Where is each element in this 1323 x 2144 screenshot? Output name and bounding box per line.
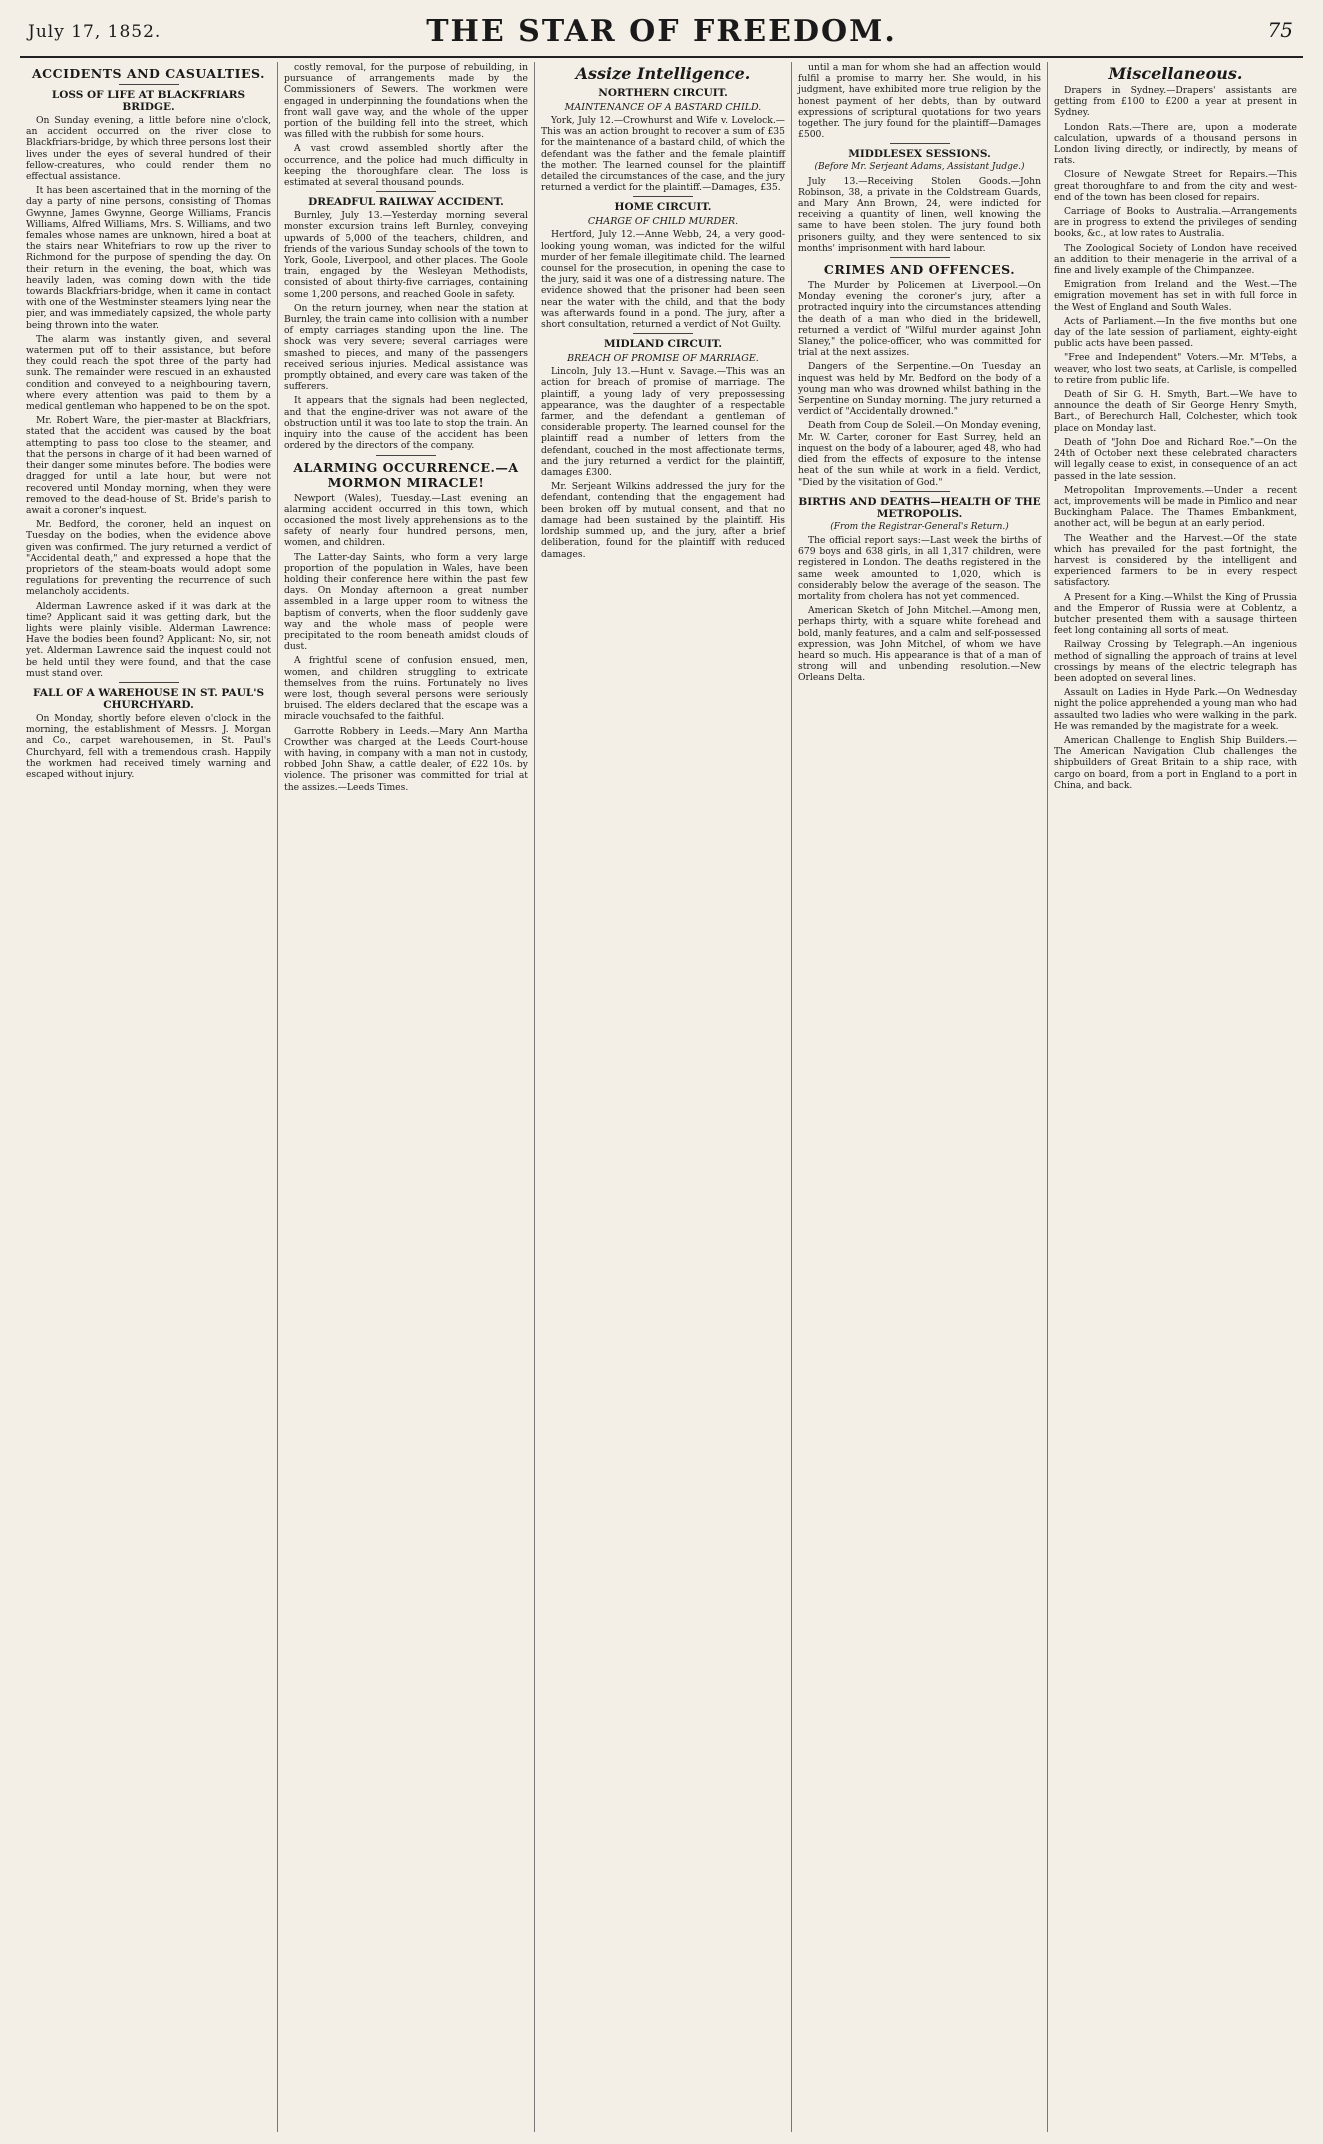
news-item: Death of Sir G. H. Smyth, Bart.—We have to announce the death of Sir George Henry Smyth, Bart., of Berechurch Hall, Colchester, which took place on Monday last. (1054, 389, 1297, 434)
article-paragraph: The Murder by Policemen at Liverpool.—On Monday evening the coroner's jury, after a protracted inquiry into the circumstances attending the death of a man who died in the bridewell, returned a verdict of "Wilful murder against John Slaney," the police-officer, who was committed for trial at the next assizes. (798, 280, 1041, 359)
article-paragraph: The official report says:—Last week the births of 679 boys and 638 girls, in all 1,317 children, were registered in London. The deaths registered in the same week amounted to 1,020, which is considerably below the average of the season. The mortality from cholera has not yet commenced. (798, 534, 1041, 602)
article-paragraph: Newport (Wales), Tuesday.—Last evening an alarming accident occurred in this town, which occasioned the most lively apprehensions as to the safety of nearly four hundred persons, men, women, and children. (284, 492, 528, 549)
article-paragraph: American Sketch of John Mitchel.—Among men, perhaps thirty, with a square white forehead and bold, manly features, and a calm and self-possessed expression, was John Mitchel, of whom we have heard so much. His appearance is that of a man of strong will and unbending resolution.—New Orleans Delta. (798, 605, 1041, 684)
article-paragraph: On Sunday evening, a little before nine o'clock, an accident occurred on the river close to Blackfriars-bridge, by which three persons lost their lives under the eyes of several hundred of their fellow-creatures, who could render them no effectual assistance. (26, 115, 271, 183)
column-3 (534, 62, 791, 2132)
article-paragraph: until a man for whom she had an affection would fulfil a promise to marry her. She would, in his judgment, have exhibited more true religion by the honest payment of her debts, than by outward expressions of scriptural quotations for two years together. The jury found for the plaintiff—Damages £500. (798, 62, 1041, 141)
article-paragraph: The alarm was instantly given, and several watermen put off to their assistance, but before they could reach the spot three of the party had sunk. The remainder were rescued in an exhausted condition and conveyed to a neighbouring tavern, where every attention was paid to them by a medical gentleman who happened to be on the spot. (26, 333, 271, 413)
divider (376, 455, 436, 456)
article-paragraph: Dangers of the Serpentine.—On Tuesday an inquest was held by Mr. Bedford on the body of a young man who was drowned whilst bathing in the Serpentine on Sunday morning. The jury returned a verdict of "Accidentally drowned." (798, 361, 1041, 418)
article-paragraph: Garrotte Robbery in Leeds.—Mary Ann Martha Crowther was charged at the Leeds Court-house with having, in company with a man not in custody, robbed John Shaw, a cattle dealer, of £22 10s. by violence. The prisoner was committed for trial at the assizes.—Leeds Times. (284, 725, 528, 793)
masthead (20, 8, 1303, 58)
divider (633, 333, 693, 334)
circuit-heading-northern: NORTHERN CIRCUIT. (598, 87, 728, 99)
news-item: Acts of Parliament.—In the five months but one day of the late session of parliament, eighty-eight public acts have been passed. (1054, 315, 1297, 350)
article-paragraph: Death from Coup de Soleil.—On Monday evening, Mr. W. Carter, coroner for East Surrey, held an inquest on the body of a labourer, aged 48, who had died from the effects of exposure to the intense heat of the sun while at work in a field. Verdict, "Died by the visitation of God." (798, 420, 1041, 488)
article-paragraph: On the return journey, when near the station at Burnley, the train came into collision with a number of empty carriages standing upon the line. The shock was very severe; several carriages were smashed to pieces, and many of the passengers received serious injuries. Medical assistance was promptly obtained, and every care was taken of the sufferers. (284, 302, 528, 393)
article-paragraph: Mr. Bedford, the coroner, held an inquest on Tuesday on the bodies, when the evidence above given was confirmed. The jury returned a verdict of "Accidental death," and expressed a hope that the proprietors of the steam-boats would adopt some regulations for preventing the recurrence of such melancholy accidents. (26, 519, 271, 598)
column-4 (791, 62, 1047, 2132)
article-title-blackfriars: LOSS OF LIFE AT BLACKFRIARS BRIDGE. (51, 89, 246, 113)
article-paragraph: York, July 12.—Crowhurst and Wife v. Lovelock.—This was an action brought to recover a sum of £35 for the maintenance of a bastard child, of which the defendant was the father and the female plaintiff the mother. The learned counsel for the plaintiff detailed the circumstances of the case, and the jury returned a verdict for the plaintiff.—Damages, £35. (541, 115, 785, 194)
column-5 (1047, 62, 1303, 2132)
news-item: Death of "John Doe and Richard Roe."—On the 24th of October next these celebrated characters will legally cease to exist, in consequence of an act passed in the late session. (1054, 436, 1297, 482)
news-item: Emigration from Ireland and the West.—The emigration movement has set in with full force in the West of England and South Wales. (1054, 279, 1297, 313)
section-heading-accidents: ACCIDENTS AND CASUALTIES. (31, 66, 265, 81)
divider (376, 191, 436, 192)
section-heading-middlesex: MIDDLESEX SESSIONS. (848, 148, 991, 161)
divider (890, 257, 950, 258)
article-title-mormon: ALARMING OCCURRENCE.—A MORMON MIRACLE! (293, 459, 519, 490)
news-item: American Challenge to English Ship Builders.—The American Navigation Club challenges the shipbuilders of Great Britain to a ship race, with cargo on board, from a port in England to a port in China, and back. (1054, 734, 1297, 791)
article-paragraph: July 13.—Receiving Stolen Goods.—John Robinson, 38, a private in the Coldstream Guards, and Mary Ann Brown, 24, were indicted for receiving a quantity of linen, well knowing the same to have been stolen. The jury found both prisoners guilty, and they were sentenced to six months' imprisonment with hard labour. (798, 175, 1041, 254)
registrar-subtitle: (From the Registrar-General's Return.) (830, 521, 1009, 532)
article-paragraph: costly removal, for the purpose of rebuilding, in pursuance of arrangements made by the Commissioners of Sewers. The workmen were engaged in underpinning the foundations when the front wall gave way, and the whole of the upper portion of the building fell into the street, which was filled with the rubbish for some hours. (284, 62, 528, 141)
news-item: London Rats.—There are, upon a moderate calculation, upwards of a thousand persons in London living directly, or indirectly, by means of rats. (1054, 121, 1297, 167)
article-paragraph: The Latter-day Saints, who form a very large proportion of the population in Wales, have been holding their conference here within the past few days. On Monday afternoon a great number assembled in a large upper room to witness the baptism of converts, when the floor suddenly gave way and the whole mass of people were precipitated to the room beneath amidst clouds of dust. (284, 551, 528, 653)
divider (890, 491, 950, 492)
section-heading-miscellaneous: Miscellaneous. (1108, 64, 1243, 83)
issue-date: July 17, 1852. (28, 22, 162, 42)
news-item: The Weather and the Harvest.—Of the state which has prevailed for the past fortnight, the harvest is considered by the intelligent and experienced farmers to be in every respect satisfactory. (1054, 532, 1297, 589)
news-item: Metropolitan Improvements.—Under a recent act, improvements will be made in Pimlico and near Buckingham Palace. The Thames Embankment, another act, will be begun at an early period. (1054, 484, 1297, 530)
case-title-maintenance: MAINTENANCE OF A BASTARD CHILD. (564, 102, 762, 113)
news-item: "Free and Independent" Voters.—Mr. M'Tebs, a weaver, who lost two seats, at Carlisle, is compelled to retire from public life. (1054, 352, 1297, 386)
news-item: Railway Crossing by Telegraph.—An ingenious method of signalling the approach of trains at level crossings by means of the electric telegraph has been adopted on several lines. (1054, 639, 1297, 684)
article-paragraph: It appears that the signals had been neglected, and that the engine-driver was not aware of the obstruction until it was too late to stop the train. An inquiry into the cause of the accident has been ordered by the directors of the company. (284, 395, 528, 452)
news-item: Drapers in Sydney.—Drapers' assistants are getting from £100 to £200 a year at present in Sydney. (1054, 85, 1297, 119)
article-title-railway: DREADFUL RAILWAY ACCIDENT. (308, 196, 504, 209)
page-number: 75 (1267, 18, 1293, 42)
article-paragraph: A frightful scene of confusion ensued, men, women, and children struggling to extricate themselves from the ruins. Fortunately no lives were lost, though several persons were seriously bruised. The elders declared that the escape was a miracle vouchsafed to the faithful. (284, 655, 528, 723)
news-item: Carriage of Books to Australia.—Arrangements are in progress to extend the privileges of sending books, &c., at low rates to Australia. (1054, 206, 1297, 240)
article-paragraph: On Monday, shortly before eleven o'clock in the morning, the establishment of Messrs. J. Morgan and Co., carpet warehousemen, in St. Paul's Churchyard, fell with a tremendous crash. Happily the workmen had received timely warning and escaped without injury. (26, 712, 271, 780)
sessions-subtitle: (Before Mr. Serjeant Adams, Assistant Judge.) (814, 162, 1025, 173)
column-1 (20, 62, 277, 2132)
article-paragraph: Lincoln, July 13.—Hunt v. Savage.—This was an action for breach of promise of marriage. The plaintiff, a young lady of very prepossessing appearance, was the daughter of a respectable farmer, and the defendant a gentleman of considerable property. The learned counsel for the plaintiff read a number of letters from the defendant, couched in the most affectionate terms, and the jury returned a verdict for the plaintiff, damages £300. (541, 366, 785, 479)
case-title-child-murder: CHARGE OF CHILD MURDER. (587, 216, 739, 228)
column-2 (277, 62, 534, 2132)
section-heading-births-deaths: BIRTHS AND DEATHS—HEALTH OF THE METROPOLIS. (798, 495, 1041, 520)
news-item: Assault on Ladies in Hyde Park.—On Wednesday night the police apprehended a young man who had assaulted two ladies who were walking in the park. He was remanded by the magistrate for a week. (1054, 687, 1297, 732)
article-paragraph: Burnley, July 13.—Yesterday morning several monster excursion trains left Burnley, conveying upwards of 5,000 of the teachers, children, and friends of the various Sunday schools of the town to York, Goole, Liverpool, and other places. The Goole train, engaged by the Wesleyan Methodists, consisted of about thirty-five carriages, containing some 1,200 persons, and reached Goole in safety. (284, 210, 528, 300)
divider (119, 682, 179, 683)
divider (890, 143, 950, 144)
divider (633, 196, 693, 197)
circuit-heading-home: HOME CIRCUIT. (614, 201, 712, 214)
article-paragraph: Hertford, July 12.—Anne Webb, 24, a very good-looking young woman, was indicted for the wilful murder of her female illegitimate child. The learned counsel for the prosecution, in opening the case to the jury, said it was one of a distressing nature. The evidence showed that the prisoner had been seen near the water with the child, and that the body was afterwards found in a pond. The jury, after a short consultation, returned a verdict of Not Guilty. (541, 229, 785, 331)
news-item: The Zoological Society of London have received an addition to their menagerie in the arrival of a fine and lively example of the Chimpanzee. (1054, 242, 1297, 277)
circuit-heading-midland: MIDLAND CIRCUIT. (603, 338, 723, 351)
newspaper-title: THE STAR OF FREEDOM. (426, 14, 897, 49)
divider (119, 84, 179, 85)
news-item: A Present for a King.—Whilst the King of Prussia and the Emperor of Russia were at Coblentz, a butcher presented them with a sausage thirteen feet long containing all sorts of meat. (1054, 591, 1297, 637)
article-paragraph: A vast crowd assembled shortly after the occurrence, and the police had much difficulty in keeping the thoroughfare clear. The loss is estimated at several thousand pounds. (284, 143, 528, 189)
section-heading-assize: Assize Intelligence. (575, 64, 751, 83)
article-paragraph: Mr. Serjeant Wilkins addressed the jury for the defendant, contending that the engagement had been broken off by mutual consent, and that no damage had been sustained by the plaintiff. His lordship summed up, and the jury, after a brief deliberation, found for the plaintiff with reduced damages. (541, 481, 785, 560)
article-title-warehouse: FALL OF A WAREHOUSE IN ST. PAUL'S CHURCHYARD. (32, 686, 265, 711)
news-item: Closure of Newgate Street for Repairs.—This great thoroughfare to and from the city and west-end of the town has been closed for repairs. (1054, 169, 1297, 203)
article-paragraph: Alderman Lawrence asked if it was dark at the time? Applicant said it was getting dark, but the lights were plainly visible. Alderman Lawrence: Have the bodies been found? Applicant: No, sir, not yet. Alderman Lawrence said the inquest could not be held until they were found, and that the case must stand over. (26, 600, 271, 679)
article-paragraph: It has been ascertained that in the morning of the day a party of nine persons, consisting of Thomas Gwynne, James Gwynne, George Williams, Francis Williams, Alfred Williams, Mrs. S. Williams, and two females whose names are unknown, hired a boat at the stairs near Whitefriars to row up the river to Richmond for the purpose of spending the day. On their return in the evening, the boat, which was heavily laden, was coming down with the tide towards Blackfriars-bridge, when it came in contact with one of the Westminster steamers lying near the pier, and was immediately capsized, the whole party being thrown into the water. (26, 185, 271, 331)
article-paragraph: Mr. Robert Ware, the pier-master at Blackfriars, stated that the accident was caused by the boat attempting to pass too close to the steamer, and that the persons in charge of it had been warned of their danger some minutes before. The bodies were dragged for until a late hour, but were not recovered until Monday morning, when they were removed to the dead-house of St. Bride's parish to await a coroner's inquest. (26, 415, 271, 516)
case-title-breach-of-promise: BREACH OF PROMISE OF MARRIAGE. (567, 353, 759, 365)
section-heading-crimes: CRIMES AND OFFENCES. (823, 262, 1016, 278)
